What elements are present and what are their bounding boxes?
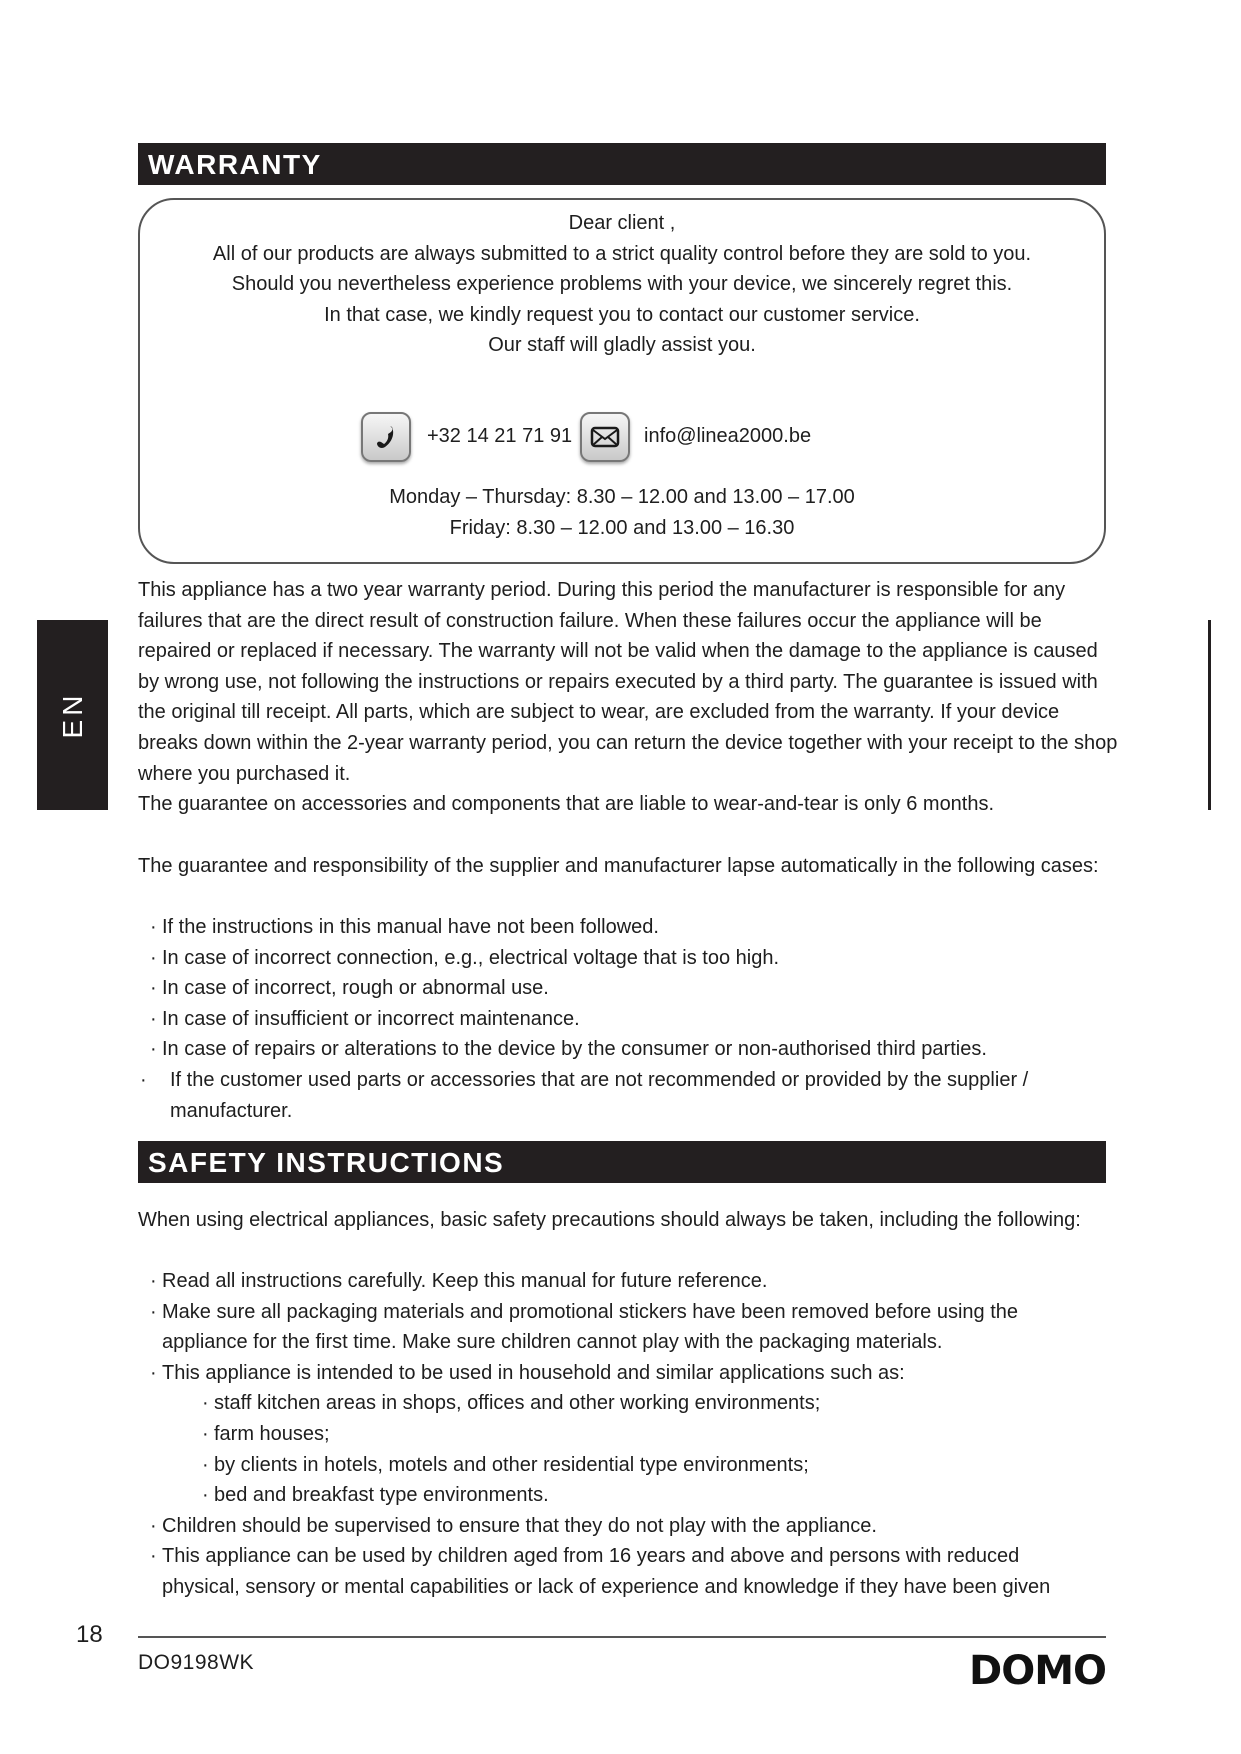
warranty-heading: WARRANTY (138, 143, 1106, 185)
contact-intro (140, 208, 1104, 361)
list-item: · Make sure all packaging materials and promotional stickers have been removed before using the appliance for the first time. Make sure children cannot play with the packaging materials. (150, 1297, 1100, 1358)
contact-intro-line: Dear client , (568, 212, 676, 234)
edge-marker (1208, 620, 1211, 810)
list-item: · Children should be supervised to ensure that they do not play with the appliance. (150, 1511, 1100, 1542)
lapse-intro: The guarantee and responsibility of the supplier and manufacturer lapse automatically in the following cases: (138, 855, 1099, 877)
model-number: DO9198WK (138, 1651, 255, 1674)
contact-intro-line: In that case, we kindly request you to contact our customer service. (324, 303, 920, 326)
page-number: 18 (76, 1621, 103, 1648)
language-label: EN (56, 691, 88, 739)
opening-hours (140, 482, 1104, 543)
list-item: · In case of incorrect, rough or abnormal use. (150, 973, 1100, 1004)
warranty-body: This appliance has a two year warranty period. During this period the manufacturer is responsible for any failures that are the direct result of construction failure. When these failures occur the appliance will be repaired or replaced if necessary. The warranty will not be valid when the damage to the appliance is caused by wrong use, not following the instructions or repairs executed by a third party. The guarantee is issued with the original till receipt. All parts, which are subject to wear, are excluded from the warranty. If your device breaks down within the 2-year warranty period, you can return the device together with your receipt to the shop where you purchased it. (138, 579, 1118, 785)
list-item: · In case of repairs or alterations to the device by the consumer or non-authorised third parties. (150, 1034, 1100, 1065)
safety-heading: SAFETY INSTRUCTIONS (138, 1141, 1106, 1183)
warranty-text (138, 575, 1118, 820)
brand-logo: DOMO (968, 1648, 1106, 1694)
list-item: · If the instructions in this manual have not been followed. (150, 912, 1100, 943)
mail-icon (580, 412, 630, 462)
list-item: · Read all instructions carefully. Keep this manual for future reference. (150, 1266, 1100, 1297)
list-item: · If the customer used parts or accessories that are not recommended or provided by the supplier / manufacturer. (150, 1065, 1100, 1126)
customer-service-box (138, 198, 1106, 564)
sub-list-item: · farm houses; (150, 1419, 1100, 1450)
list-item: · In case of incorrect connection, e.g., electrical voltage that is too high. (150, 943, 1100, 974)
lapse-cases-list (150, 912, 1100, 1126)
email-address[interactable]: info@linea2000.be (644, 425, 812, 447)
phone-icon (361, 412, 411, 462)
hours-line: Monday – Thursday: 8.30 – 12.00 and 13.00 – 17.00 (389, 486, 855, 508)
list-item: · This appliance is intended to be used in household and similar applications such as: (150, 1358, 1100, 1389)
safety-list (150, 1266, 1100, 1603)
contact-intro-line: Our staff will gladly assist you. (488, 334, 756, 356)
phone-number[interactable]: +32 14 21 71 91 (427, 425, 573, 447)
contact-intro-line: Should you nevertheless experience problems with your device, we sincerely regret this. (231, 273, 1013, 295)
language-tab (37, 620, 108, 810)
sub-list-item: · by clients in hotels, motels and other residential type environments; (150, 1450, 1100, 1481)
footer-divider (138, 1636, 1106, 1638)
list-item: · In case of insufficient or incorrect maintenance. (150, 1004, 1100, 1035)
contact-row (140, 412, 1104, 464)
list-item: · This appliance can be used by children aged from 16 years and above and persons with reduced physical, sensory or mental capabilities or lack of experience and knowledge if they have been given (150, 1541, 1100, 1602)
contact-intro-line: All of our products are always submitted to a strict quality control before they are sold to you. (212, 242, 1032, 265)
accessories-note: The guarantee on accessories and components that are liable to wear-and-tear is only 6 months. (138, 793, 995, 816)
sub-list-item: · bed and breakfast type environments. (150, 1480, 1100, 1511)
safety-intro: When using electrical appliances, basic safety precautions should always be taken, including the following: (138, 1209, 1081, 1231)
hours-line: Friday: 8.30 – 12.00 and 13.00 – 16.30 (449, 516, 795, 539)
sub-list-item: · staff kitchen areas in shops, offices and other working environments; (150, 1388, 1100, 1419)
